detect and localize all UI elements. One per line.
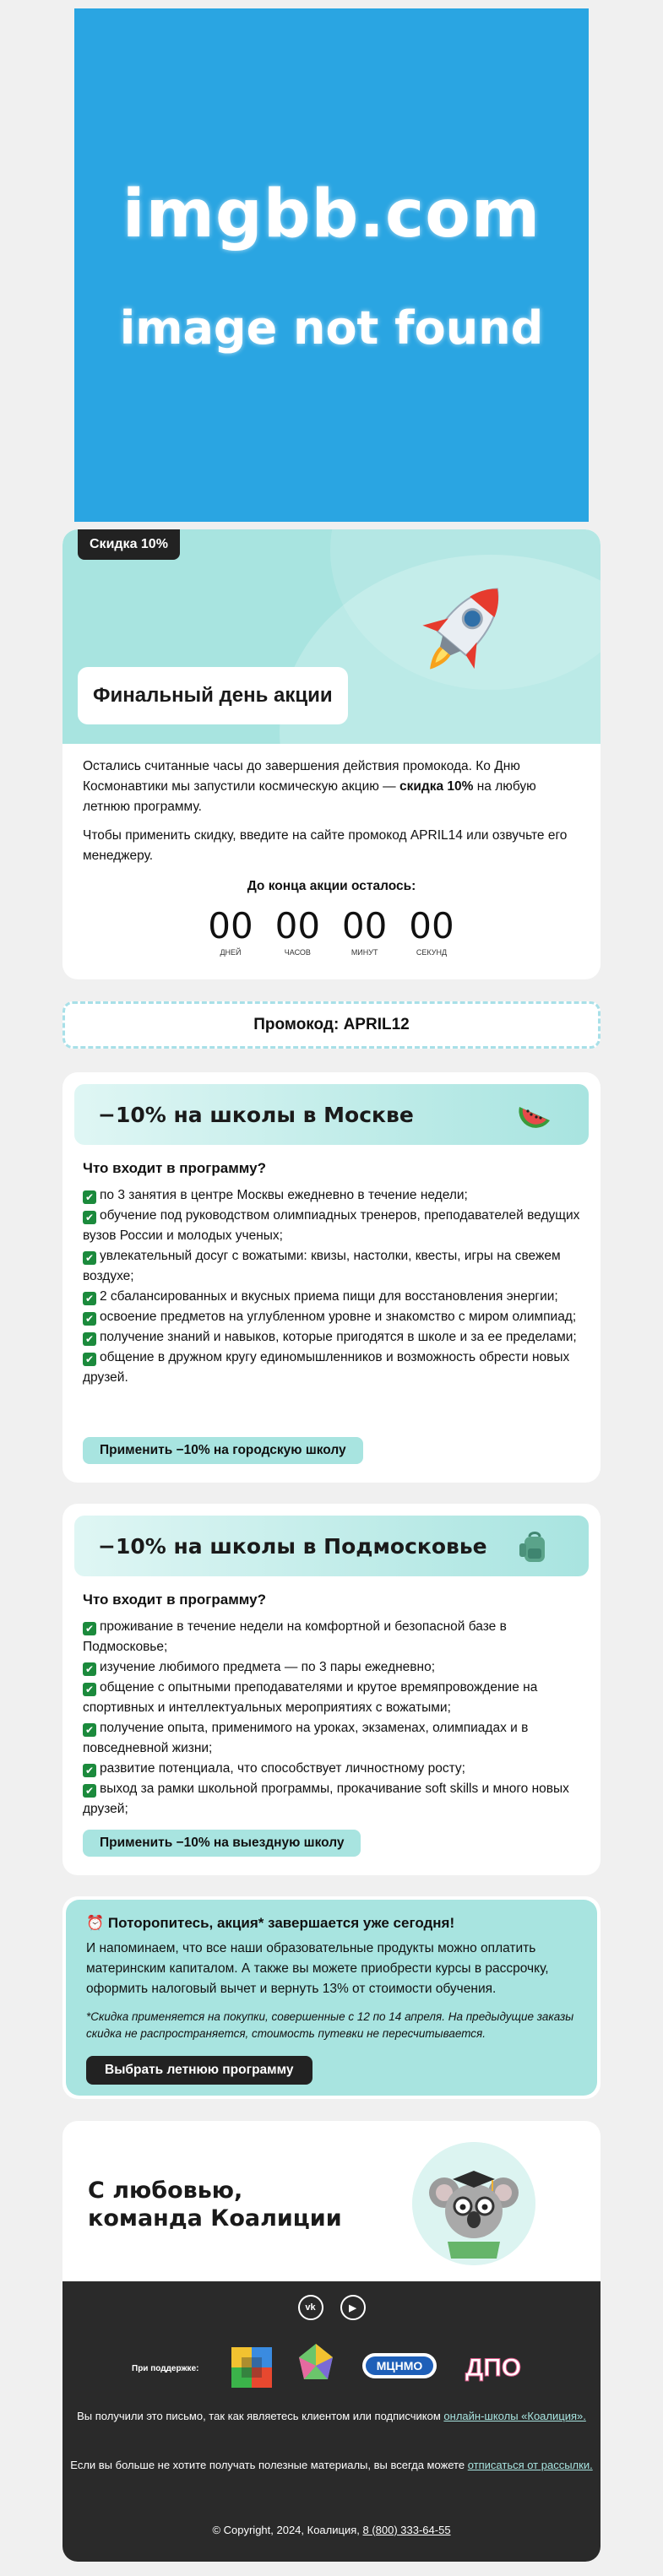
- discount-tag: Скидка 10%: [78, 529, 180, 560]
- apply-outdoor-school-button[interactable]: Применить −10% на выездную школу: [83, 1830, 361, 1857]
- list-item-text: проживание в течение недели на комфортной и безопасной базе в Подмосковье;: [83, 1619, 507, 1654]
- countdown-title: До конца акции осталось:: [247, 879, 416, 893]
- partner-logo-star-icon: [299, 2344, 333, 2379]
- list-item-text: по 3 занятия в центре Москвы ежедневно в течение недели;: [100, 1188, 468, 1202]
- countdown-label: СЕКУНД: [416, 948, 448, 957]
- list-item: [83, 1206, 583, 1246]
- countdown-label: ДНЕЙ: [220, 948, 242, 957]
- check-icon: ✔: [83, 1251, 96, 1265]
- hero-line-1: imgbb.com: [122, 176, 541, 252]
- school-region-title: −10% на школы в Подмосковье: [98, 1533, 487, 1559]
- countdown-hours: [271, 905, 323, 957]
- social-links: [62, 2295, 601, 2320]
- signoff-text: [88, 2177, 342, 2232]
- signoff-line-1: С любовью,: [88, 2177, 243, 2204]
- check-icon: ✔: [83, 1683, 96, 1696]
- school-moscow-header: [74, 1084, 589, 1145]
- school-moscow-card: [62, 1072, 601, 1483]
- footer: [62, 2281, 601, 2562]
- koala-mascot-icon: [412, 2142, 535, 2265]
- school-moscow-features: [83, 1185, 583, 1388]
- school-region-card: [62, 1504, 601, 1875]
- partner-logo-dpo-text: ДПО: [465, 2354, 522, 2382]
- unsubscribe-link[interactable]: отписаться от рассылки.: [467, 2459, 593, 2471]
- list-item: [83, 1657, 583, 1678]
- list-item: [83, 1718, 583, 1759]
- list-item: [83, 1678, 583, 1718]
- paragraph-text: на любую летнюю программу.: [83, 779, 536, 814]
- check-icon: ✔: [83, 1784, 96, 1798]
- list-item-text: освоение предметов на углубленном уровне и знакомство с миром олимпиад;: [100, 1310, 577, 1324]
- school-region-header: [74, 1516, 589, 1576]
- school-link[interactable]: онлайн-школы «Коалиция».: [443, 2410, 586, 2422]
- discount-highlight: скидка 10%: [399, 779, 474, 794]
- list-item-text: получение знаний и навыков, которые пригодятся в школе и за ее пределами;: [100, 1330, 577, 1344]
- check-icon: ✔: [83, 1211, 96, 1224]
- unsubscribe-note: [62, 2455, 601, 2476]
- copyright: [62, 2524, 601, 2536]
- list-item-text: 2 сбалансированных и вкусных приема пищи для восстановления энергии;: [100, 1289, 558, 1304]
- hurry-title: [86, 1915, 454, 1932]
- copyright-text: © Copyright, 2024, Коалиция,: [212, 2524, 363, 2536]
- list-item: [83, 1246, 583, 1287]
- hurry-text: И напоминаем, что все наши образовательные продукты можно оплатить материнским капиталом. А также вы можете приобрести курсы в рассрочку, оформить налоговый вычет и вернуть 13% от стоимости обучения.: [86, 1941, 549, 1996]
- choose-summer-program-button[interactable]: Выбрать летнюю программу: [86, 2056, 312, 2085]
- list-item-text: общение в дружном кругу единомышленников и возможность обрести новых друзей.: [83, 1350, 570, 1385]
- check-icon: ✔: [83, 1723, 96, 1737]
- apply-city-school-button[interactable]: Применить −10% на городскую школу: [83, 1437, 363, 1464]
- hurry-card: [62, 1896, 601, 2099]
- check-icon: ✔: [83, 1764, 96, 1777]
- check-icon: ✔: [83, 1292, 96, 1305]
- final-day-title: Финальный день акции: [78, 667, 348, 724]
- list-item-text: выход за рамки школьной программы, прокачивание soft skills и много новых друзей;: [83, 1782, 569, 1816]
- partner-logo-dpo-icon: [465, 2354, 521, 2382]
- list-item: [83, 1327, 583, 1348]
- list-item-text: общение с опытными преподавателями и крутое времяпровождение на спортивных и интеллектуальных мероприятиях с вожатыми;: [83, 1680, 538, 1715]
- check-icon: ✔: [83, 1332, 96, 1346]
- school-moscow-title: −10% на школы в Москве: [98, 1102, 414, 1127]
- rocket-icon: [405, 570, 523, 688]
- check-icon: ✔: [83, 1312, 96, 1326]
- list-item: [83, 1185, 583, 1206]
- partner-logo-cube-icon: [231, 2347, 272, 2388]
- vk-icon[interactable]: vk: [298, 2295, 323, 2320]
- list-item: [83, 1287, 583, 1307]
- backpack-icon: [516, 1528, 553, 1565]
- hurry-card-inner: [66, 1900, 597, 2096]
- countdown-minutes: [339, 905, 391, 957]
- final-day-card: [62, 529, 601, 979]
- school-moscow-subtitle: Что входит в программу?: [83, 1160, 266, 1176]
- hero-image: [74, 8, 589, 522]
- final-day-banner: [62, 529, 601, 744]
- school-region-features: [83, 1617, 583, 1819]
- countdown-timer: [204, 905, 458, 957]
- signoff-line-2: команда Коалиции: [88, 2205, 342, 2232]
- discount-footnote: *Скидка применяется на покупки, совершенные с 12 по 14 апреля. На предыдущие заказы скидка не распространяется, стоимость путевки не пересчитывается.: [86, 2010, 574, 2040]
- check-icon: ✔: [83, 1622, 96, 1635]
- hurry-title-text: Поторопитесь, акция* завершается уже сегодня!: [107, 1915, 455, 1931]
- check-icon: ✔: [83, 1353, 96, 1366]
- countdown-days: [204, 905, 257, 957]
- list-item: [83, 1779, 583, 1819]
- countdown-seconds: [405, 905, 458, 957]
- partner-logo-mcnmo-text: МЦНМО: [376, 2359, 423, 2373]
- check-icon: ✔: [83, 1662, 96, 1676]
- promo-code-box[interactable]: Промокод: APRIL12: [62, 1001, 601, 1049]
- partner-logo-mcnmo-icon: [362, 2353, 437, 2378]
- school-region-subtitle: Что входит в программу?: [83, 1592, 266, 1608]
- list-item: [83, 1307, 583, 1327]
- countdown-value: 00: [409, 905, 454, 946]
- alarm-clock-icon: ⏰: [86, 1915, 105, 1931]
- countdown-value: 00: [341, 905, 388, 946]
- phone-link[interactable]: 8 (800) 333-64-55: [362, 2524, 451, 2536]
- countdown-value: 00: [274, 905, 321, 946]
- final-day-paragraph: [83, 757, 581, 817]
- partner-logos: [231, 2342, 544, 2389]
- unsubscribe-text: Если вы больше не хотите получать полезные материалы, вы всегда можете: [70, 2459, 468, 2471]
- hero-line-2: image not found: [119, 301, 544, 355]
- countdown-label: ЧАСОВ: [284, 948, 311, 957]
- list-item-text: обучение под руководством олимпиадных тренеров, преподавателей ведущих вузов России и молодых ученых;: [83, 1208, 580, 1243]
- list-item: [83, 1348, 583, 1388]
- countdown-value: 00: [208, 905, 253, 946]
- promo-instructions: Чтобы применить скидку, введите на сайте промокод APRIL14 или озвучьте его менеджеру.: [83, 828, 568, 863]
- countdown-label: МИНУТ: [351, 948, 378, 957]
- list-item-text: увлекательный досуг с вожатыми: квизы, настолки, квесты, игры на свежем воздухе;: [83, 1249, 561, 1283]
- watermelon-icon: [516, 1097, 553, 1134]
- support-label: При поддержке:: [132, 2364, 199, 2373]
- paragraph-text: Остались считанные часы до завершения действия промокода. Ко Дню Космонавтики мы запустили космическую акцию —: [83, 759, 520, 794]
- list-item-text: получение опыта, применимого на уроках, экзаменах, олимпиадах и в повседневной жизни;: [83, 1721, 529, 1755]
- final-day-text: [83, 757, 581, 875]
- list-item-text: развитие потенциала, что способствует личностному росту;: [100, 1761, 465, 1776]
- check-icon: ✔: [83, 1190, 96, 1204]
- list-item: [83, 1617, 583, 1657]
- signoff-card: [62, 2121, 601, 2281]
- list-item: [83, 1759, 583, 1779]
- subscription-reason-text: Вы получили это письмо, так как являетесь клиентом или подписчиком: [77, 2410, 444, 2422]
- subscription-reason: [62, 2406, 601, 2427]
- youtube-icon[interactable]: ▶: [340, 2295, 366, 2320]
- list-item-text: изучение любимого предмета — по 3 пары ежедневно;: [100, 1660, 436, 1674]
